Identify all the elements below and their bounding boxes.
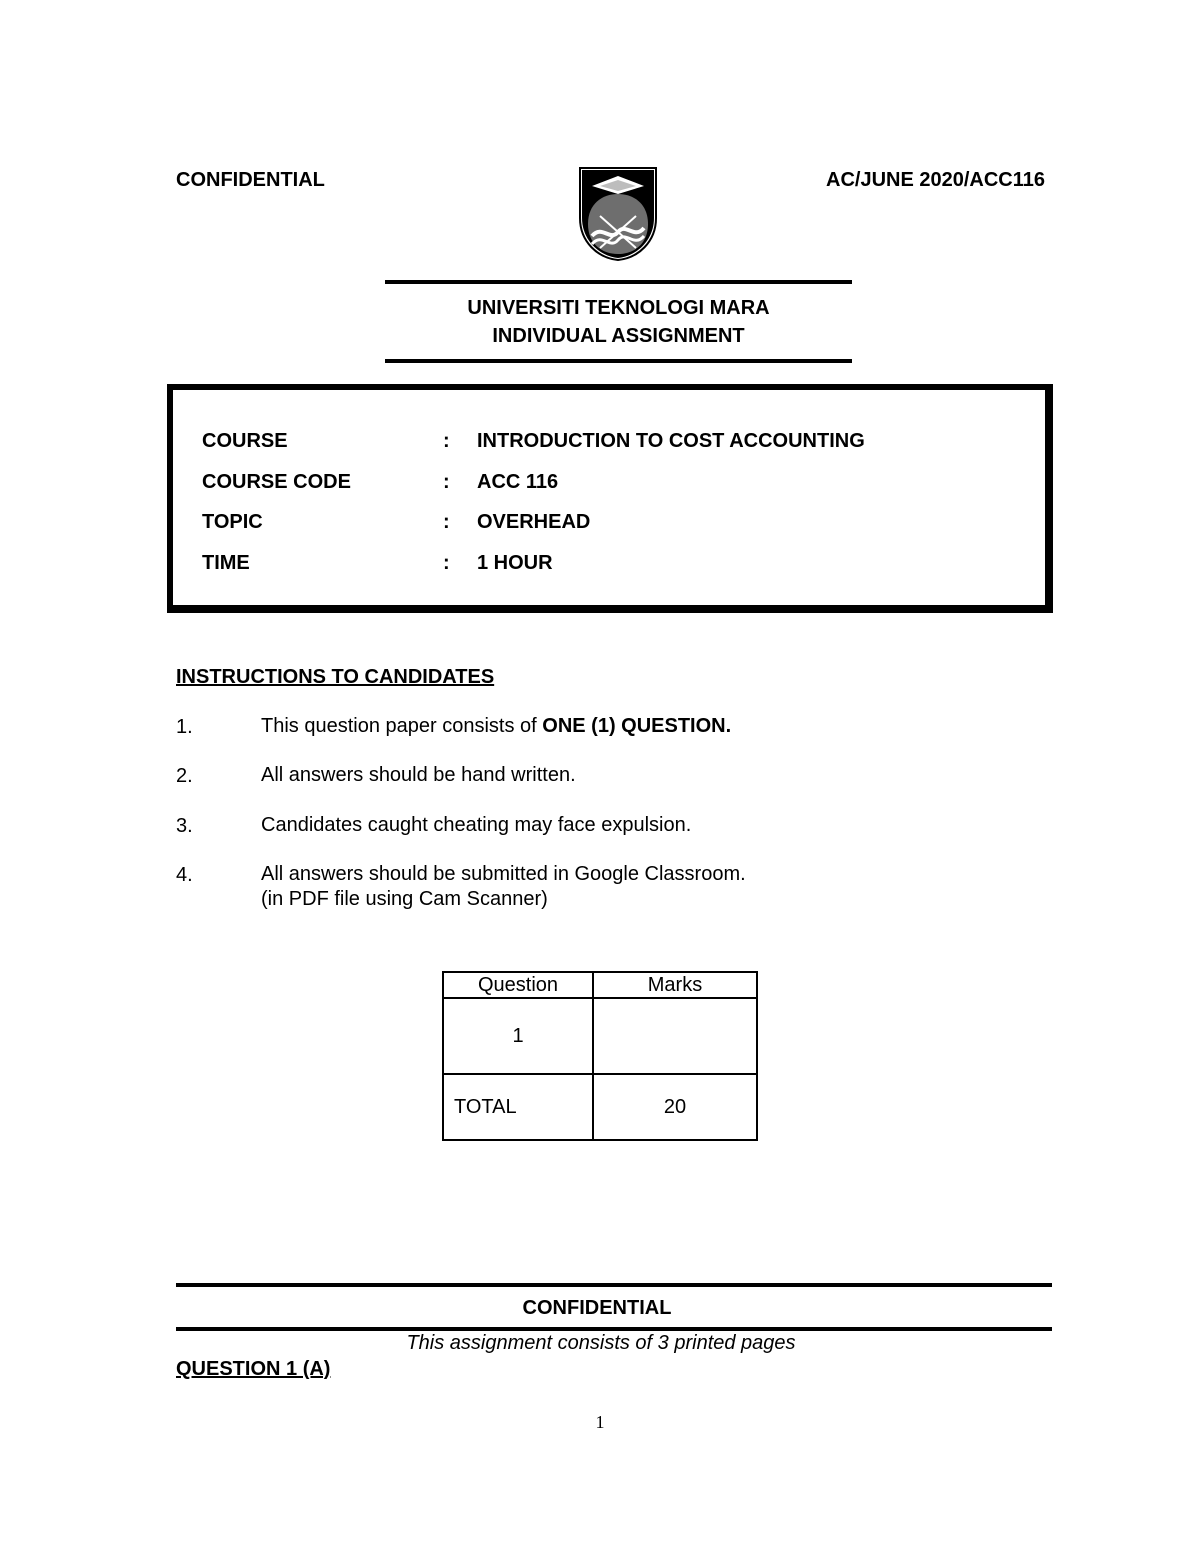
table-header-row bbox=[443, 972, 757, 998]
instruction-number: 1. bbox=[176, 716, 193, 738]
header-confidential: CONFIDENTIAL bbox=[176, 169, 325, 191]
info-separator: : bbox=[443, 430, 450, 452]
footer-rule-top bbox=[176, 1283, 1052, 1287]
table-row bbox=[443, 1074, 757, 1140]
page-number: 1 bbox=[595, 1412, 605, 1432]
table-row bbox=[443, 998, 757, 1074]
table-header-cell: Question bbox=[443, 972, 593, 998]
instruction-text: Candidates caught cheating may face expulsion. bbox=[261, 814, 692, 836]
info-value: OVERHEAD bbox=[477, 511, 591, 533]
instruction-number: 3. bbox=[176, 815, 193, 837]
info-separator: : bbox=[443, 471, 450, 493]
footer-confidential bbox=[176, 1297, 1052, 1320]
footer-confidential-text: CONFIDENTIAL bbox=[522, 1297, 672, 1319]
table-cell: 20 bbox=[593, 1074, 757, 1140]
info-label: COURSE bbox=[202, 430, 288, 452]
marks-table bbox=[442, 971, 758, 1141]
instruction-bold-text: ONE (1) QUESTION. bbox=[542, 715, 732, 737]
instruction-item bbox=[261, 714, 731, 739]
info-separator: : bbox=[443, 552, 450, 574]
instruction-text: This question paper consists of bbox=[261, 715, 543, 737]
instruction-text: All answers should be hand written. bbox=[261, 764, 576, 786]
info-label: TIME bbox=[202, 552, 250, 574]
title-rule-bottom bbox=[385, 359, 852, 363]
instruction-number: 2. bbox=[176, 765, 193, 787]
footer-rule-bottom bbox=[176, 1327, 1052, 1331]
instruction-text-continued: (in PDF file using Cam Scanner) bbox=[261, 888, 548, 910]
info-value: ACC 116 bbox=[477, 471, 559, 493]
university-name: UNIVERSITI TEKNOLOGI MARA bbox=[467, 297, 770, 319]
uitm-crest-icon bbox=[578, 166, 658, 262]
assignment-type: INDIVIDUAL ASSIGNMENT bbox=[492, 325, 745, 347]
instructions-heading: INSTRUCTIONS TO CANDIDATES bbox=[176, 666, 495, 688]
info-separator: : bbox=[443, 511, 450, 533]
info-value: 1 HOUR bbox=[477, 552, 553, 574]
header-course-ref: AC/JUNE 2020/ACC116 bbox=[826, 169, 1045, 191]
instruction-item bbox=[261, 862, 746, 912]
info-label: TOPIC bbox=[202, 511, 263, 533]
footer-pages-note: This assignment consists of 3 printed pages bbox=[406, 1332, 796, 1354]
question-heading: QUESTION 1 (A) bbox=[176, 1358, 331, 1380]
course-info-box bbox=[167, 384, 1053, 613]
title-rule-top bbox=[385, 280, 852, 284]
table-header-cell: Marks bbox=[593, 972, 757, 998]
instruction-number: 4. bbox=[176, 864, 193, 886]
info-value: INTRODUCTION TO COST ACCOUNTING bbox=[477, 430, 865, 452]
table-cell: TOTAL bbox=[443, 1074, 593, 1140]
table-cell: 1 bbox=[443, 998, 593, 1074]
instruction-text: All answers should be submitted in Google Classroom. bbox=[261, 863, 746, 885]
info-label: COURSE CODE bbox=[202, 471, 351, 493]
table-cell-empty bbox=[593, 998, 757, 1074]
